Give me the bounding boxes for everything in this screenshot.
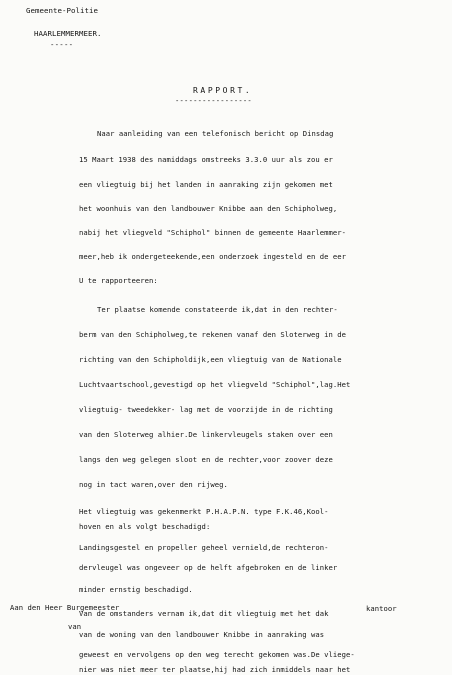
report-line: Van de omstanders vernam ik,dat dit vliegtuig met het dak <box>79 609 329 618</box>
addressee-line: Aan den Heer Burgemeester <box>10 603 120 612</box>
report-line: Luchtvaartschool,gevestigd op het vliegveld "Schiphol",lag.Het <box>79 380 351 389</box>
report-line: van den Sloterweg alhier.De linkervleugels staken over een <box>79 430 333 439</box>
report-line: U te rapporteeren: <box>79 276 158 285</box>
report-line: het woonhuis van den landbouwer Knibbe aan den Schipholweg, <box>79 204 338 213</box>
report-line: minder ernstig beschadigd. <box>79 585 193 594</box>
report-line: dervleugel was ongeveer op de helft afgebroken en de linker <box>79 563 338 572</box>
report-line: nog in tact waren,over den rijweg. <box>79 480 228 489</box>
report-line: nabij het vliegveld "Schiphol" binnen de gemeente Haarlemmer- <box>79 228 347 237</box>
report-line: richting van den Schipholdijk,een vliegtuig van de Nationale <box>79 355 342 364</box>
police-department-name: Gemeente-Politie <box>26 6 98 15</box>
report-line: berm van den Schipholweg,te rekenen vanaf den Sloterweg in de <box>79 330 347 339</box>
addressee-municipality: van <box>68 622 82 631</box>
report-line: Naar aanleiding van een telefonisch bericht op Dinsdag <box>97 129 334 138</box>
report-line: nier was niet meer ter plaatse,hij had zich inmiddels naar het <box>79 665 351 674</box>
report-line: Ter plaatse komende constateerde ik,dat in den rechter- <box>97 305 338 314</box>
report-line: Landingsgestel en propeller geheel vernield,de rechteron- <box>79 543 329 552</box>
report-line: langs den weg gelegen sloot en de rechter,voor zoover deze <box>79 455 333 464</box>
report-line: vliegtuig- tweedekker- lag met de voorzijde in de richting <box>79 405 333 414</box>
report-line: van de woning van den landbouwer Knibbe in aanraking was <box>79 630 325 639</box>
municipality-underline: ----- <box>50 40 74 49</box>
report-line: meer,heb ik ondergeteekende,een onderzoek ingesteld en de eer <box>79 252 347 261</box>
report-title-underline: ----------------- <box>175 96 252 105</box>
report-line: 15 Maart 1938 des namiddags omstreeks 3.3.0 uur als zou er <box>79 155 333 164</box>
report-title: RAPPORT. <box>193 86 253 95</box>
report-line: geweest en vervolgens op den weg terecht gekomen was.De vliege- <box>79 650 355 659</box>
page-catchword: kantoor <box>366 604 397 613</box>
municipality-name: HAARLEMMERMEER. <box>34 29 102 38</box>
report-line: Het vliegtuig was gekenmerkt P.H.A.P.N. type F.K.46,Kool- <box>79 507 329 516</box>
report-line: een vliegtuig bij het landen in aanraking zijn gekomen met <box>79 180 333 189</box>
report-line: hoven en als volgt beschadigd: <box>79 522 211 531</box>
